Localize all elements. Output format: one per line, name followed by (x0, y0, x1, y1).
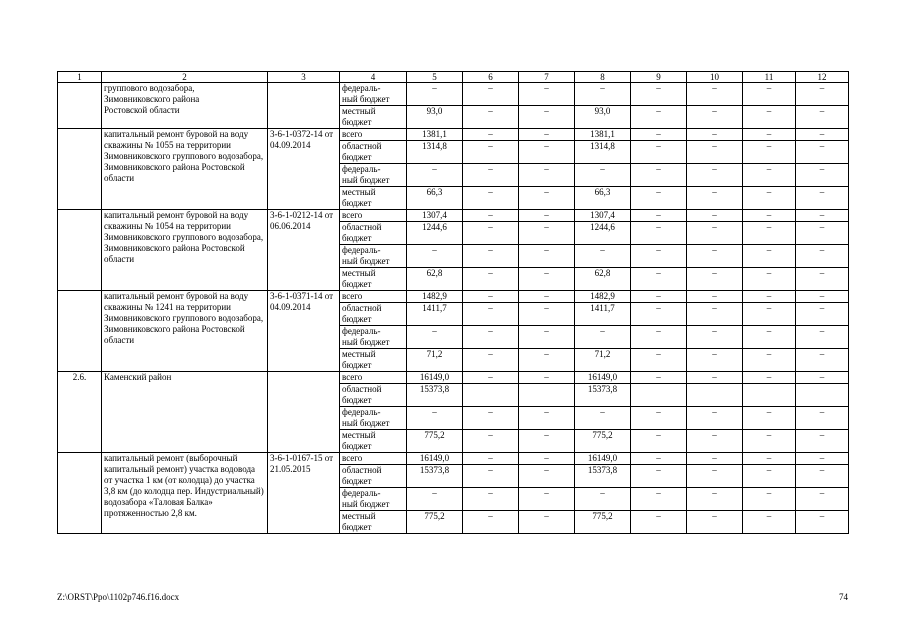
item-name: Каменский район (102, 372, 268, 453)
value-cell: – (796, 141, 849, 164)
value-cell: 16149,0 (407, 372, 463, 384)
column-header: 5 (407, 72, 463, 83)
value-cell: – (743, 453, 796, 465)
document-ref: 3-6-1-0167-15 от 21.05.2015 (268, 453, 340, 534)
value-cell: – (687, 245, 743, 268)
value-cell: – (743, 141, 796, 164)
value-cell: – (519, 164, 575, 187)
funding-source: федераль- ный бюджет (340, 164, 407, 187)
row-number: 2.6. (58, 372, 102, 453)
value-cell: – (631, 349, 687, 372)
value-cell: – (463, 164, 519, 187)
item-name: капитальный ремонт (выборочный капитальный ремонт) участка водовода от участка 1 км (от колодца) до участка 3,8 км (до колодца пер. Индустриальный) водозабора «Таловая Балка» протяженностью 2,8 км. (102, 453, 268, 534)
value-cell: – (463, 511, 519, 534)
value-cell: – (796, 488, 849, 511)
value-cell: – (687, 210, 743, 222)
value-cell: 93,0 (407, 106, 463, 129)
value-cell: – (796, 164, 849, 187)
funding-source: местный бюджет (340, 430, 407, 453)
value-cell: – (796, 430, 849, 453)
value-cell: – (463, 407, 519, 430)
column-header: 6 (463, 72, 519, 83)
value-cell: – (743, 511, 796, 534)
value-cell: – (631, 488, 687, 511)
item-name: группового водозабора, Зимовниковского района Ростовской области (102, 83, 268, 129)
value-cell: – (796, 222, 849, 245)
value-cell: – (631, 222, 687, 245)
value-cell: – (631, 453, 687, 465)
value-cell: – (743, 465, 796, 488)
value-cell: – (743, 372, 796, 384)
value-cell: – (519, 407, 575, 430)
value-cell: – (796, 303, 849, 326)
value-cell: – (463, 129, 519, 141)
value-cell: – (743, 326, 796, 349)
value-cell: – (463, 453, 519, 465)
value-cell: – (519, 245, 575, 268)
value-cell: – (519, 129, 575, 141)
value-cell: 1314,8 (407, 141, 463, 164)
value-cell: – (407, 326, 463, 349)
value-cell: – (407, 164, 463, 187)
table-body (58, 83, 849, 534)
value-cell: – (796, 187, 849, 210)
value-cell: – (463, 222, 519, 245)
value-cell: – (519, 453, 575, 465)
table-row (58, 129, 849, 141)
funding-source: федераль- ный бюджет (340, 83, 407, 106)
value-cell: – (743, 129, 796, 141)
value-cell: – (687, 303, 743, 326)
value-cell: – (687, 291, 743, 303)
value-cell: 775,2 (407, 511, 463, 534)
document-ref: 3-6-1-0212-14 от 06.06.2014 (268, 210, 340, 291)
value-cell: – (687, 83, 743, 106)
value-cell: 1307,4 (575, 210, 631, 222)
value-cell: – (519, 430, 575, 453)
item-name: капитальный ремонт буровой на воду скважины № 1054 на территории Зимовниковского группового водозабора, Зимовниковского района Ростовской области (102, 210, 268, 291)
funding-source: областной бюджет (340, 303, 407, 326)
value-cell: – (796, 407, 849, 430)
funding-source: федераль- ный бюджет (340, 326, 407, 349)
value-cell: – (463, 83, 519, 106)
funding-source: всего (340, 291, 407, 303)
row-number (58, 83, 102, 129)
value-cell: – (796, 326, 849, 349)
value-cell: – (796, 268, 849, 291)
funding-source: всего (340, 372, 407, 384)
row-number (58, 129, 102, 210)
column-header: 7 (519, 72, 575, 83)
funding-source: всего (340, 129, 407, 141)
value-cell: – (631, 372, 687, 384)
value-cell: – (631, 268, 687, 291)
value-cell: – (687, 511, 743, 534)
document-ref (268, 372, 340, 453)
value-cell: – (463, 141, 519, 164)
budget-table (57, 71, 849, 534)
funding-source: местный бюджет (340, 268, 407, 291)
value-cell (631, 384, 687, 407)
value-cell: – (687, 268, 743, 291)
value-cell: – (519, 291, 575, 303)
value-cell: – (796, 349, 849, 372)
value-cell: – (575, 83, 631, 106)
value-cell: 93,0 (575, 106, 631, 129)
funding-source: федераль- ный бюджет (340, 245, 407, 268)
value-cell: – (743, 291, 796, 303)
value-cell: – (631, 303, 687, 326)
value-cell: – (687, 407, 743, 430)
funding-source: областной бюджет (340, 141, 407, 164)
column-header: 2 (102, 72, 268, 83)
document-ref (268, 83, 340, 129)
value-cell: – (687, 222, 743, 245)
value-cell: 1244,6 (575, 222, 631, 245)
value-cell: – (743, 407, 796, 430)
value-cell: – (687, 326, 743, 349)
column-header: 12 (796, 72, 849, 83)
value-cell: – (743, 430, 796, 453)
value-cell: – (575, 407, 631, 430)
value-cell (796, 384, 849, 407)
value-cell: 66,3 (575, 187, 631, 210)
value-cell: – (631, 210, 687, 222)
value-cell: 16149,0 (407, 453, 463, 465)
value-cell: – (743, 303, 796, 326)
row-number (58, 291, 102, 372)
funding-source: местный бюджет (340, 511, 407, 534)
value-cell: – (519, 326, 575, 349)
value-cell: – (519, 349, 575, 372)
value-cell: – (463, 430, 519, 453)
value-cell: – (687, 106, 743, 129)
value-cell: 775,2 (575, 511, 631, 534)
value-cell: – (743, 222, 796, 245)
value-cell: – (687, 129, 743, 141)
value-cell: 71,2 (407, 349, 463, 372)
table-row (58, 291, 849, 303)
value-cell: – (407, 83, 463, 106)
funding-source: областной бюджет (340, 384, 407, 407)
file-path: Z:\ORST\Ppo\1102p746.f16.docx (57, 592, 180, 602)
funding-source: всего (340, 210, 407, 222)
value-cell: – (631, 430, 687, 453)
value-cell: 62,8 (575, 268, 631, 291)
value-cell: 15373,8 (407, 465, 463, 488)
value-cell: – (407, 245, 463, 268)
funding-source: всего (340, 453, 407, 465)
value-cell: – (463, 303, 519, 326)
value-cell: – (743, 245, 796, 268)
value-cell: – (631, 141, 687, 164)
value-cell: 15373,8 (407, 384, 463, 407)
value-cell: – (796, 210, 849, 222)
value-cell: – (796, 465, 849, 488)
value-cell: – (519, 141, 575, 164)
value-cell: – (687, 430, 743, 453)
value-cell: – (687, 372, 743, 384)
value-cell: – (575, 164, 631, 187)
value-cell: – (631, 245, 687, 268)
column-header: 9 (631, 72, 687, 83)
funding-source: федераль- ный бюджет (340, 407, 407, 430)
value-cell: 1314,8 (575, 141, 631, 164)
value-cell (519, 384, 575, 407)
value-cell: – (796, 372, 849, 384)
value-cell: 1381,1 (575, 129, 631, 141)
table-row (58, 372, 849, 384)
value-cell (687, 384, 743, 407)
value-cell: – (631, 326, 687, 349)
value-cell: – (463, 268, 519, 291)
value-cell: – (743, 164, 796, 187)
value-cell: 71,2 (575, 349, 631, 372)
value-cell: 1381,1 (407, 129, 463, 141)
value-cell (463, 384, 519, 407)
value-cell: – (519, 106, 575, 129)
column-header: 8 (575, 72, 631, 83)
value-cell: – (743, 83, 796, 106)
value-cell: – (463, 210, 519, 222)
value-cell: – (796, 511, 849, 534)
value-cell: – (519, 222, 575, 245)
value-cell: – (743, 106, 796, 129)
value-cell: – (631, 106, 687, 129)
value-cell: – (631, 407, 687, 430)
value-cell: – (519, 488, 575, 511)
value-cell: – (519, 187, 575, 210)
value-cell: – (687, 187, 743, 210)
value-cell (743, 384, 796, 407)
value-cell: – (743, 349, 796, 372)
value-cell: – (575, 488, 631, 511)
value-cell: – (796, 453, 849, 465)
value-cell: – (796, 106, 849, 129)
value-cell: 16149,0 (575, 453, 631, 465)
value-cell: – (796, 291, 849, 303)
page-number: 74 (839, 592, 848, 602)
value-cell: 62,8 (407, 268, 463, 291)
value-cell: – (575, 326, 631, 349)
row-number (58, 210, 102, 291)
value-cell: – (519, 465, 575, 488)
row-number (58, 453, 102, 534)
value-cell: – (743, 210, 796, 222)
value-cell: – (687, 453, 743, 465)
value-cell: – (463, 349, 519, 372)
value-cell: 15373,8 (575, 384, 631, 407)
value-cell: – (463, 245, 519, 268)
document-ref: 3-6-1-0371-14 от 04.09.2014 (268, 291, 340, 372)
value-cell: – (687, 164, 743, 187)
value-cell: 1307,4 (407, 210, 463, 222)
header-row (58, 72, 849, 83)
value-cell: – (796, 245, 849, 268)
value-cell: 1411,7 (407, 303, 463, 326)
value-cell: 1411,7 (575, 303, 631, 326)
value-cell: – (743, 268, 796, 291)
value-cell: – (687, 349, 743, 372)
value-cell: – (743, 187, 796, 210)
value-cell: – (519, 303, 575, 326)
item-name: капитальный ремонт буровой на воду скважины № 1055 на территории Зимовниковского группового водозабора, Зимовниковского района Ростовской области (102, 129, 268, 210)
table-row (58, 83, 849, 106)
value-cell: – (519, 83, 575, 106)
funding-source: местный бюджет (340, 187, 407, 210)
value-cell: – (463, 291, 519, 303)
value-cell: – (743, 488, 796, 511)
value-cell: – (631, 511, 687, 534)
table-row (58, 453, 849, 465)
column-header: 1 (58, 72, 102, 83)
value-cell: – (463, 326, 519, 349)
value-cell: – (687, 465, 743, 488)
value-cell: – (407, 488, 463, 511)
value-cell: 66,3 (407, 187, 463, 210)
value-cell: – (407, 407, 463, 430)
value-cell: – (463, 187, 519, 210)
value-cell: – (631, 83, 687, 106)
funding-source: областной бюджет (340, 222, 407, 245)
value-cell: – (631, 164, 687, 187)
value-cell: 1244,6 (407, 222, 463, 245)
value-cell: – (687, 141, 743, 164)
value-cell: – (796, 129, 849, 141)
value-cell: – (463, 372, 519, 384)
value-cell: – (687, 488, 743, 511)
item-name: капитальный ремонт буровой на воду скважины № 1241 на территории Зимовниковского группового водозабора, Зимовниковского района Ростовской области (102, 291, 268, 372)
funding-source: местный бюджет (340, 106, 407, 129)
value-cell: 16149,0 (575, 372, 631, 384)
value-cell: 775,2 (575, 430, 631, 453)
table-row (58, 210, 849, 222)
value-cell: 1482,9 (407, 291, 463, 303)
column-header: 4 (340, 72, 407, 83)
column-header: 10 (687, 72, 743, 83)
value-cell: – (796, 83, 849, 106)
value-cell: 1482,9 (575, 291, 631, 303)
value-cell: – (463, 106, 519, 129)
value-cell: – (631, 129, 687, 141)
value-cell: – (463, 488, 519, 511)
value-cell: – (631, 291, 687, 303)
funding-source: местный бюджет (340, 349, 407, 372)
column-header: 11 (743, 72, 796, 83)
value-cell: – (631, 465, 687, 488)
value-cell: – (631, 187, 687, 210)
funding-source: областной бюджет (340, 465, 407, 488)
value-cell: 775,2 (407, 430, 463, 453)
value-cell: – (519, 210, 575, 222)
document-ref: 3-6-1-0372-14 от 04.09.2014 (268, 129, 340, 210)
funding-source: федераль- ный бюджет (340, 488, 407, 511)
column-header: 3 (268, 72, 340, 83)
value-cell: – (575, 245, 631, 268)
value-cell: – (519, 511, 575, 534)
value-cell: – (519, 372, 575, 384)
value-cell: – (463, 465, 519, 488)
value-cell: 15373,8 (575, 465, 631, 488)
value-cell: – (519, 268, 575, 291)
